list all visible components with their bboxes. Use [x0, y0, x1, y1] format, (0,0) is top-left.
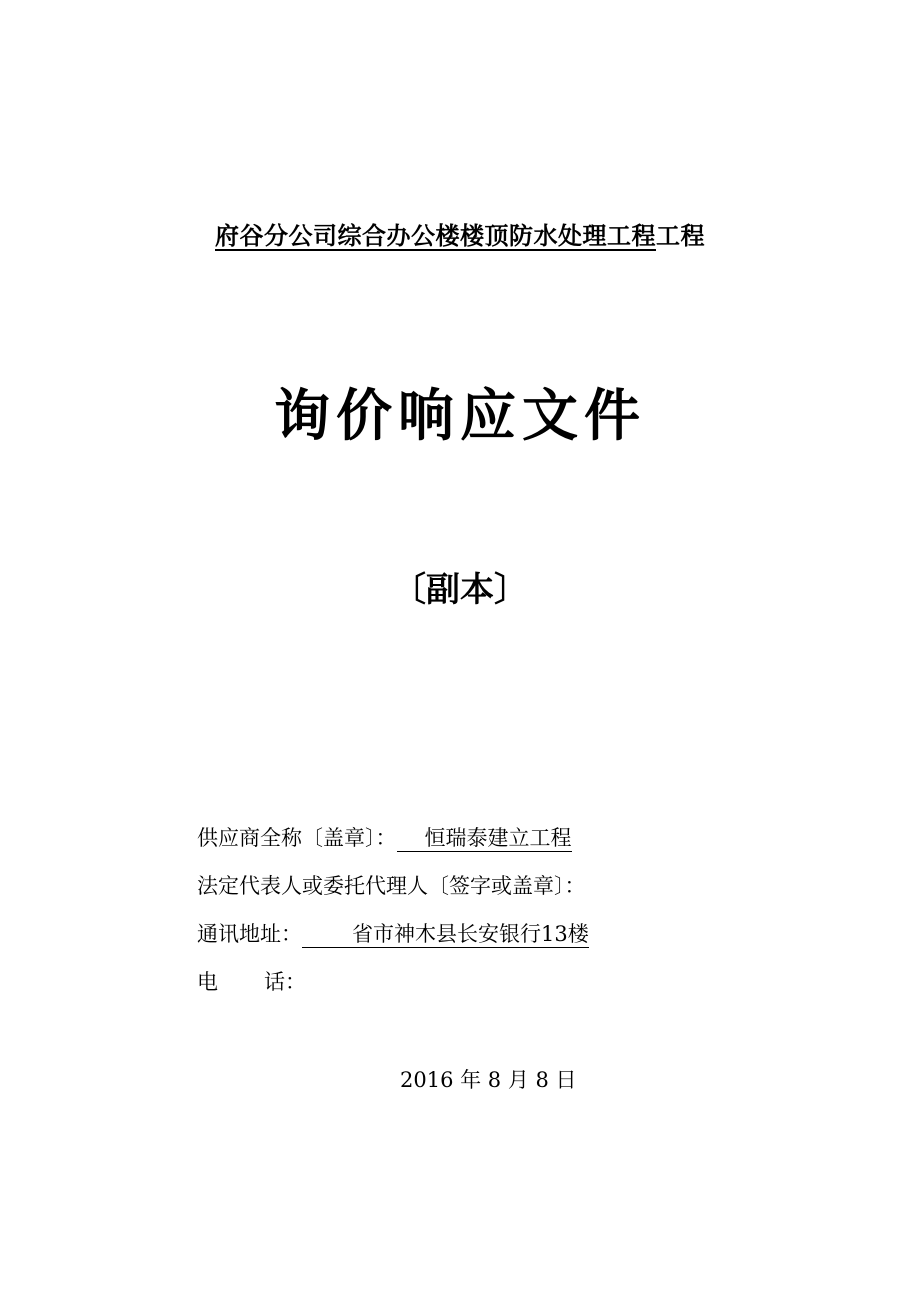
- project-title-suffix: 工程: [656, 221, 705, 250]
- supplier-value: 恒瑞泰建立工程: [424, 826, 572, 850]
- address-value-field: [302, 921, 589, 948]
- copy-label: 〔副本〕: [392, 570, 528, 610]
- document-title: 询价响应文件: [274, 383, 646, 449]
- document-date: 2016 年 8 月 8 日: [400, 1068, 577, 1092]
- phone-line: [197, 964, 857, 1012]
- address-label: 通讯地址：: [197, 922, 302, 946]
- representative-label: 法定代表人或委托代理人〔签字或盖章〕：: [197, 874, 586, 898]
- project-title-underlined: 府谷分公司综合办公楼楼顶防水处理工程: [215, 221, 656, 250]
- address-value: 省市神木县长安银行13楼: [352, 922, 589, 946]
- phone-label-part1: 电: [197, 970, 218, 994]
- address-line: [197, 916, 857, 964]
- representative-line: [197, 868, 857, 916]
- info-block: [197, 820, 857, 1012]
- phone-label-part2: 话：: [264, 970, 306, 994]
- supplier-label: 供应商全称〔盖章〕：: [197, 826, 397, 850]
- project-title: [0, 216, 920, 251]
- supplier-value-field: [397, 825, 572, 852]
- supplier-line: [197, 820, 857, 868]
